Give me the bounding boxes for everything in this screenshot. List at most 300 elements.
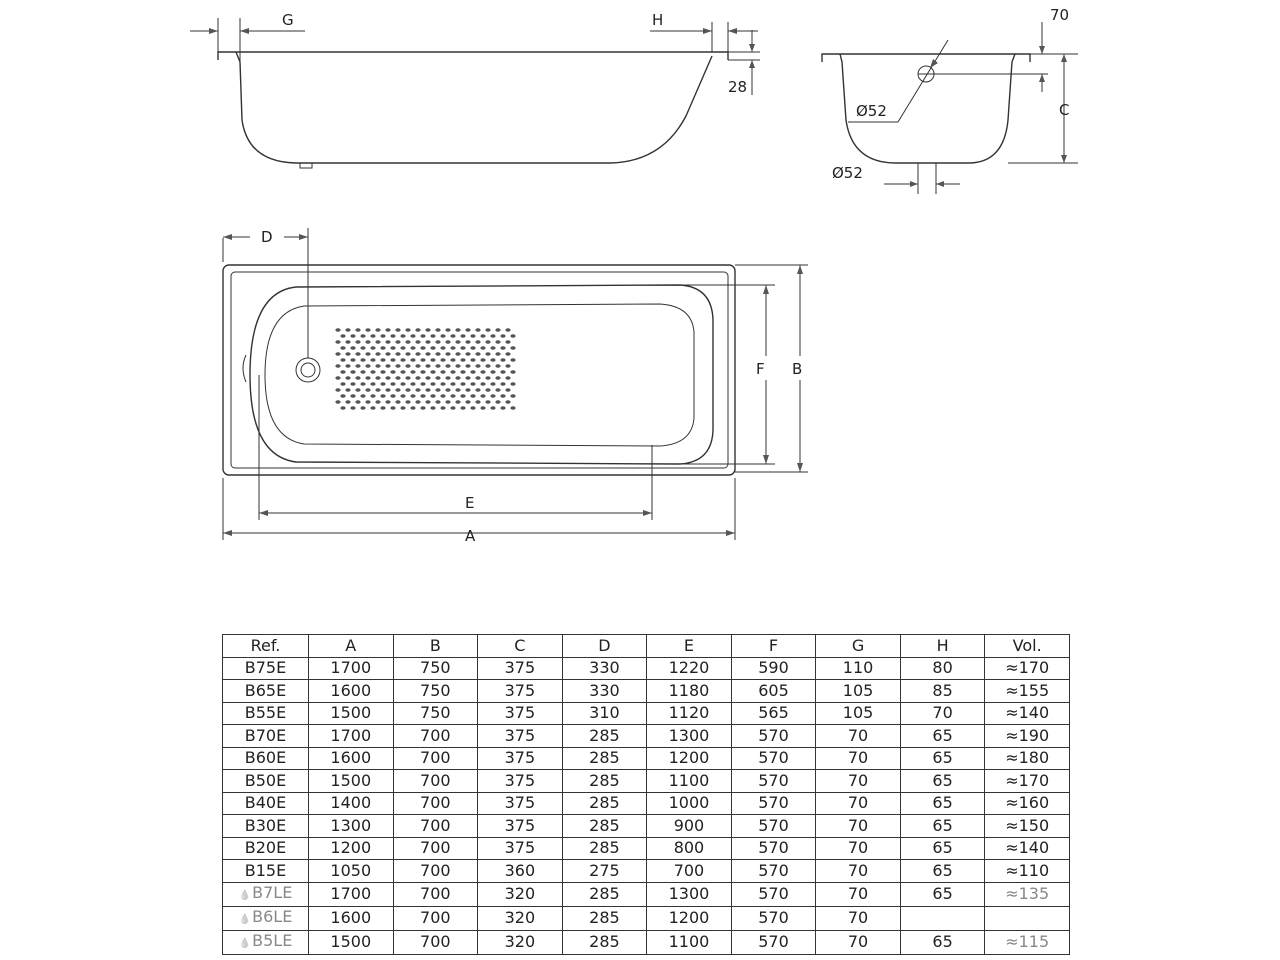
anti-slip-dot: [445, 400, 450, 404]
anti-slip-dot: [445, 352, 450, 356]
anti-slip-dot: [495, 388, 500, 392]
anti-slip-dot: [400, 358, 405, 362]
table-row: [223, 770, 1070, 793]
anti-slip-dot: [385, 364, 390, 368]
anti-slip-dot: [425, 400, 430, 404]
column-header-f: F: [731, 635, 816, 658]
anti-slip-dot: [440, 346, 445, 350]
table-cell: 700: [393, 770, 478, 793]
anti-slip-dot: [510, 346, 515, 350]
table-cell: ≈170: [985, 657, 1070, 680]
anti-slip-dot: [440, 334, 445, 338]
anti-slip-dot: [470, 370, 475, 374]
anti-slip-dot: [340, 358, 345, 362]
table-cell: ≈180: [985, 747, 1070, 770]
table-cell: 70: [816, 930, 901, 954]
anti-slip-dot: [435, 376, 440, 380]
column-header-d: D: [562, 635, 647, 658]
table-cell: 1000: [647, 792, 732, 815]
table-cell: 605: [731, 680, 816, 703]
anti-slip-dot: [360, 406, 365, 410]
anti-slip-dot: [420, 394, 425, 398]
table-cell: 375: [478, 657, 563, 680]
anti-slip-dot: [335, 364, 340, 368]
anti-slip-dot: [510, 334, 515, 338]
anti-slip-dot: [360, 346, 365, 350]
anti-slip-dot: [340, 382, 345, 386]
table-cell: ≈140: [985, 702, 1070, 725]
table-row: [223, 815, 1070, 838]
anti-slip-dot: [345, 400, 350, 404]
anti-slip-dot: [470, 382, 475, 386]
anti-slip-dot: [405, 400, 410, 404]
anti-slip-dot: [390, 370, 395, 374]
anti-slip-dot: [375, 376, 380, 380]
dim-label-b: B: [792, 360, 803, 378]
anti-slip-dot: [465, 340, 470, 344]
anti-slip-dot: [480, 382, 485, 386]
table-cell: 1220: [647, 657, 732, 680]
anti-slip-dot: [440, 394, 445, 398]
table-cell: 65: [900, 930, 985, 954]
anti-slip-dot: [420, 346, 425, 350]
anti-slip-dot: [410, 382, 415, 386]
table-cell: 900: [647, 815, 732, 838]
table-cell: 800: [647, 837, 732, 860]
anti-slip-dot: [470, 358, 475, 362]
anti-slip-dot: [425, 376, 430, 380]
table-cell: 65: [900, 882, 985, 906]
table-cell: 65: [900, 792, 985, 815]
anti-slip-dot: [490, 334, 495, 338]
table-cell: 85: [900, 680, 985, 703]
anti-slip-dot: [485, 376, 490, 380]
anti-slip-dot: [415, 364, 420, 368]
anti-slip-dot: [485, 340, 490, 344]
anti-slip-dot: [365, 352, 370, 356]
table-cell-ref: B70E: [223, 725, 309, 748]
anti-slip-dot: [435, 340, 440, 344]
anti-slip-dot: [400, 382, 405, 386]
table-row: [223, 657, 1070, 680]
anti-slip-dot: [460, 346, 465, 350]
anti-slip-dot: [505, 388, 510, 392]
anti-slip-dot: [430, 382, 435, 386]
anti-slip-dot: [425, 340, 430, 344]
table-cell: 285: [562, 792, 647, 815]
dim-label-g: G: [282, 11, 294, 29]
table-cell: 570: [731, 930, 816, 954]
anti-slip-dot: [440, 382, 445, 386]
anti-slip-dot: [455, 340, 460, 344]
anti-slip-dot: [385, 328, 390, 332]
anti-slip-dot: [355, 400, 360, 404]
table-header-row: [223, 635, 1070, 658]
anti-slip-dot: [485, 388, 490, 392]
anti-slip-dot: [465, 376, 470, 380]
anti-slip-dot: [450, 406, 455, 410]
column-header-vol: Vol.: [985, 635, 1070, 658]
anti-slip-dot: [455, 388, 460, 392]
anti-slip-dot: [490, 358, 495, 362]
anti-slip-dot: [455, 400, 460, 404]
table-cell: 1120: [647, 702, 732, 725]
table-row: [223, 837, 1070, 860]
table-cell-ref: B20E: [223, 837, 309, 860]
table-cell: 1600: [309, 747, 394, 770]
table-cell: 565: [731, 702, 816, 725]
anti-slip-dot: [375, 388, 380, 392]
anti-slip-dot: [370, 382, 375, 386]
dim-label-c: C: [1059, 101, 1070, 119]
anti-slip-dot: [450, 394, 455, 398]
table-cell: 330: [562, 657, 647, 680]
anti-slip-dot: [395, 364, 400, 368]
anti-slip-dot: [380, 382, 385, 386]
table-row: [223, 860, 1070, 883]
table-cell-ref: B40E: [223, 792, 309, 815]
table-row: [223, 702, 1070, 725]
anti-slip-dot: [355, 388, 360, 392]
anti-slip-dot: [450, 382, 455, 386]
anti-slip-dot: [410, 358, 415, 362]
column-header-a: A: [309, 635, 394, 658]
anti-slip-dot: [370, 406, 375, 410]
table-cell: 105: [816, 702, 901, 725]
anti-slip-dot: [380, 370, 385, 374]
anti-slip-dot: [345, 352, 350, 356]
column-header-h: H: [900, 635, 985, 658]
anti-slip-dot: [415, 400, 420, 404]
table-cell: 310: [562, 702, 647, 725]
table-cell: 1500: [309, 702, 394, 725]
anti-slip-dot: [380, 358, 385, 362]
anti-slip-dot: [410, 370, 415, 374]
table-cell: 700: [393, 930, 478, 954]
table-cell: 570: [731, 770, 816, 793]
anti-slip-dot: [505, 328, 510, 332]
table-cell: 285: [562, 747, 647, 770]
anti-slip-dot: [455, 352, 460, 356]
table-cell-ref: B60E: [223, 747, 309, 770]
anti-slip-dot: [375, 328, 380, 332]
table-row: [223, 930, 1070, 954]
anti-slip-dot: [400, 370, 405, 374]
table-cell: 570: [731, 792, 816, 815]
anti-slip-dot: [425, 328, 430, 332]
anti-slip-dot: [440, 358, 445, 362]
table-cell: 1500: [309, 770, 394, 793]
anti-slip-dot: [495, 340, 500, 344]
anti-slip-dot: [435, 400, 440, 404]
anti-slip-dot: [400, 334, 405, 338]
dimensions-table: [222, 634, 1070, 955]
anti-slip-dot: [475, 376, 480, 380]
table-cell: 750: [393, 680, 478, 703]
anti-slip-dot: [400, 394, 405, 398]
table-cell: 285: [562, 837, 647, 860]
table-cell: 285: [562, 882, 647, 906]
anti-slip-dot: [475, 328, 480, 332]
table-cell: 1100: [647, 770, 732, 793]
anti-slip-dot: [390, 346, 395, 350]
anti-slip-dot: [430, 394, 435, 398]
anti-slip-dot: [510, 406, 515, 410]
table-cell: ≈155: [985, 680, 1070, 703]
table-cell: 700: [393, 906, 478, 930]
anti-slip-dot: [360, 394, 365, 398]
column-header-g: G: [816, 635, 901, 658]
anti-slip-dot: [420, 406, 425, 410]
anti-slip-dot: [340, 394, 345, 398]
anti-slip-dot: [480, 346, 485, 350]
table-cell: ≈140: [985, 837, 1070, 860]
anti-slip-dot: [455, 364, 460, 368]
drain-outlet: [296, 358, 320, 382]
anti-slip-dot: [485, 328, 490, 332]
anti-slip-dot: [385, 340, 390, 344]
anti-slip-dot: [335, 388, 340, 392]
anti-slip-dot: [450, 370, 455, 374]
table-cell: 285: [562, 815, 647, 838]
table-cell: 1200: [647, 747, 732, 770]
anti-slip-dot: [460, 406, 465, 410]
table-cell: 110: [816, 657, 901, 680]
anti-slip-dot: [380, 394, 385, 398]
table-cell-ref: 💧 B7LE: [223, 882, 309, 906]
anti-slip-dot: [350, 358, 355, 362]
anti-slip-dot: [395, 388, 400, 392]
anti-slip-dot: [335, 376, 340, 380]
anti-slip-dot: [395, 400, 400, 404]
table-cell: 65: [900, 770, 985, 793]
anti-slip-dot: [505, 340, 510, 344]
table-cell: 320: [478, 882, 563, 906]
anti-slip-dot: [470, 334, 475, 338]
table-cell: [900, 906, 985, 930]
column-header-e: E: [647, 635, 732, 658]
anti-slip-dot: [435, 352, 440, 356]
table-cell: 70: [816, 770, 901, 793]
column-header-c: C: [478, 635, 563, 658]
anti-slip-dot: [410, 346, 415, 350]
table-cell: 70: [816, 837, 901, 860]
anti-slip-dot: [350, 394, 355, 398]
table-cell: 65: [900, 837, 985, 860]
anti-slip-dot: [475, 400, 480, 404]
cross-section-view: [822, 6, 1078, 194]
anti-slip-dot: [495, 376, 500, 380]
anti-slip-dot: [390, 358, 395, 362]
table-cell: [985, 906, 1070, 930]
anti-slip-dot: [485, 400, 490, 404]
table-cell: 570: [731, 747, 816, 770]
table-cell: 65: [900, 725, 985, 748]
table-cell: 1500: [309, 930, 394, 954]
anti-slip-dot: [505, 364, 510, 368]
anti-slip-dot: [375, 364, 380, 368]
table-cell: 320: [478, 930, 563, 954]
table-cell: 285: [562, 906, 647, 930]
anti-slip-dot: [465, 328, 470, 332]
anti-slip-dot: [365, 340, 370, 344]
anti-slip-dot: [460, 382, 465, 386]
table-row: [223, 725, 1070, 748]
anti-slip-dot: [415, 328, 420, 332]
anti-slip-dot: [405, 340, 410, 344]
table-cell: 1600: [309, 906, 394, 930]
table-cell: 375: [478, 702, 563, 725]
anti-slip-dot: [445, 328, 450, 332]
anti-slip-dot: [485, 364, 490, 368]
anti-slip-dot: [445, 364, 450, 368]
table-cell: ≈115: [985, 930, 1070, 954]
anti-slip-dot: [495, 352, 500, 356]
anti-slip-dot: [385, 400, 390, 404]
anti-slip-dot: [505, 376, 510, 380]
table-cell: 70: [816, 747, 901, 770]
anti-slip-dot: [400, 406, 405, 410]
anti-slip-dot: [510, 370, 515, 374]
table-cell: 375: [478, 770, 563, 793]
table-cell: ≈170: [985, 770, 1070, 793]
table-cell: 1400: [309, 792, 394, 815]
anti-slip-dot: [455, 376, 460, 380]
anti-slip-dot: [395, 328, 400, 332]
table-cell: 105: [816, 680, 901, 703]
dim-label-d: D: [261, 228, 273, 246]
anti-slip-dot: [380, 334, 385, 338]
anti-slip-dot: [465, 364, 470, 368]
table-row: [223, 906, 1070, 930]
anti-slip-dot: [400, 346, 405, 350]
anti-slip-dot: [380, 346, 385, 350]
anti-slip-dot: [505, 352, 510, 356]
table-cell: 70: [816, 906, 901, 930]
anti-slip-dot: [395, 340, 400, 344]
table-cell: 70: [816, 725, 901, 748]
table-cell: 700: [393, 882, 478, 906]
table-cell: 570: [731, 906, 816, 930]
anti-slip-dot: [340, 346, 345, 350]
table-cell-ref: B30E: [223, 815, 309, 838]
anti-slip-dot: [375, 400, 380, 404]
table-cell: 65: [900, 860, 985, 883]
table-cell: 1700: [309, 725, 394, 748]
anti-slip-dot: [415, 388, 420, 392]
anti-slip-dot: [435, 388, 440, 392]
anti-slip-dot: [385, 352, 390, 356]
table-cell: 375: [478, 725, 563, 748]
anti-slip-dot: [345, 388, 350, 392]
table-cell: 70: [816, 792, 901, 815]
anti-slip-dot: [370, 346, 375, 350]
anti-slip-dot: [395, 352, 400, 356]
anti-slip-dot: [440, 370, 445, 374]
anti-slip-dot: [450, 334, 455, 338]
table-row: [223, 747, 1070, 770]
anti-slip-dot: [460, 370, 465, 374]
anti-slip-dot: [490, 382, 495, 386]
anti-slip-dot: [500, 334, 505, 338]
table-cell-ref: B75E: [223, 657, 309, 680]
table-cell: 700: [393, 725, 478, 748]
anti-slip-dot: [385, 376, 390, 380]
anti-slip-dot: [480, 406, 485, 410]
anti-slip-dot: [390, 334, 395, 338]
anti-slip-dot: [430, 334, 435, 338]
anti-slip-dot: [350, 382, 355, 386]
table-cell: 275: [562, 860, 647, 883]
table-cell: 375: [478, 815, 563, 838]
table-cell: 375: [478, 747, 563, 770]
table-cell: 570: [731, 725, 816, 748]
table-cell: 1300: [647, 725, 732, 748]
anti-slip-dot: [425, 388, 430, 392]
anti-slip-dot: [390, 382, 395, 386]
table-cell: 1600: [309, 680, 394, 703]
anti-slip-dot: [500, 382, 505, 386]
anti-slip-dot: [475, 340, 480, 344]
anti-slip-dot: [350, 346, 355, 350]
anti-slip-dot: [465, 352, 470, 356]
dim-label-f: F: [756, 360, 765, 378]
table-cell: 1200: [309, 837, 394, 860]
anti-slip-dot: [445, 376, 450, 380]
plan-view: [223, 228, 808, 545]
anti-slip-dot: [405, 328, 410, 332]
anti-slip-dot: [485, 352, 490, 356]
table-cell: 1050: [309, 860, 394, 883]
anti-slip-dot: [345, 376, 350, 380]
anti-slip-dot: [375, 340, 380, 344]
anti-slip-dot: [465, 400, 470, 404]
anti-slip-dot: [340, 370, 345, 374]
table-cell: 700: [393, 815, 478, 838]
anti-slip-dot: [470, 406, 475, 410]
anti-slip-dot: [340, 334, 345, 338]
side-elevation-view: [190, 11, 760, 168]
anti-slip-dot: [490, 370, 495, 374]
anti-slip-dot: [495, 400, 500, 404]
anti-slip-dot-pattern: [335, 328, 515, 410]
anti-slip-dot: [350, 370, 355, 374]
anti-slip-dot: [405, 352, 410, 356]
anti-slip-dot: [380, 406, 385, 410]
table-cell: 330: [562, 680, 647, 703]
anti-slip-dot: [425, 364, 430, 368]
table-cell: 570: [731, 815, 816, 838]
table-cell: 750: [393, 702, 478, 725]
anti-slip-dot: [490, 346, 495, 350]
anti-slip-dot: [480, 358, 485, 362]
anti-slip-dot: [480, 334, 485, 338]
anti-slip-dot: [510, 382, 515, 386]
anti-slip-dot: [450, 358, 455, 362]
anti-slip-dot: [510, 394, 515, 398]
anti-slip-dot: [410, 406, 415, 410]
column-header-ref: Ref.: [223, 635, 309, 658]
table-cell: 1200: [647, 906, 732, 930]
dim-label-overflow-diameter: Ø52: [856, 102, 887, 120]
table-cell: ≈135: [985, 882, 1070, 906]
anti-slip-dot: [435, 364, 440, 368]
anti-slip-dot: [390, 406, 395, 410]
table-cell: 1700: [309, 882, 394, 906]
table-cell: ≈190: [985, 725, 1070, 748]
anti-slip-dot: [370, 334, 375, 338]
table-cell: 1100: [647, 930, 732, 954]
